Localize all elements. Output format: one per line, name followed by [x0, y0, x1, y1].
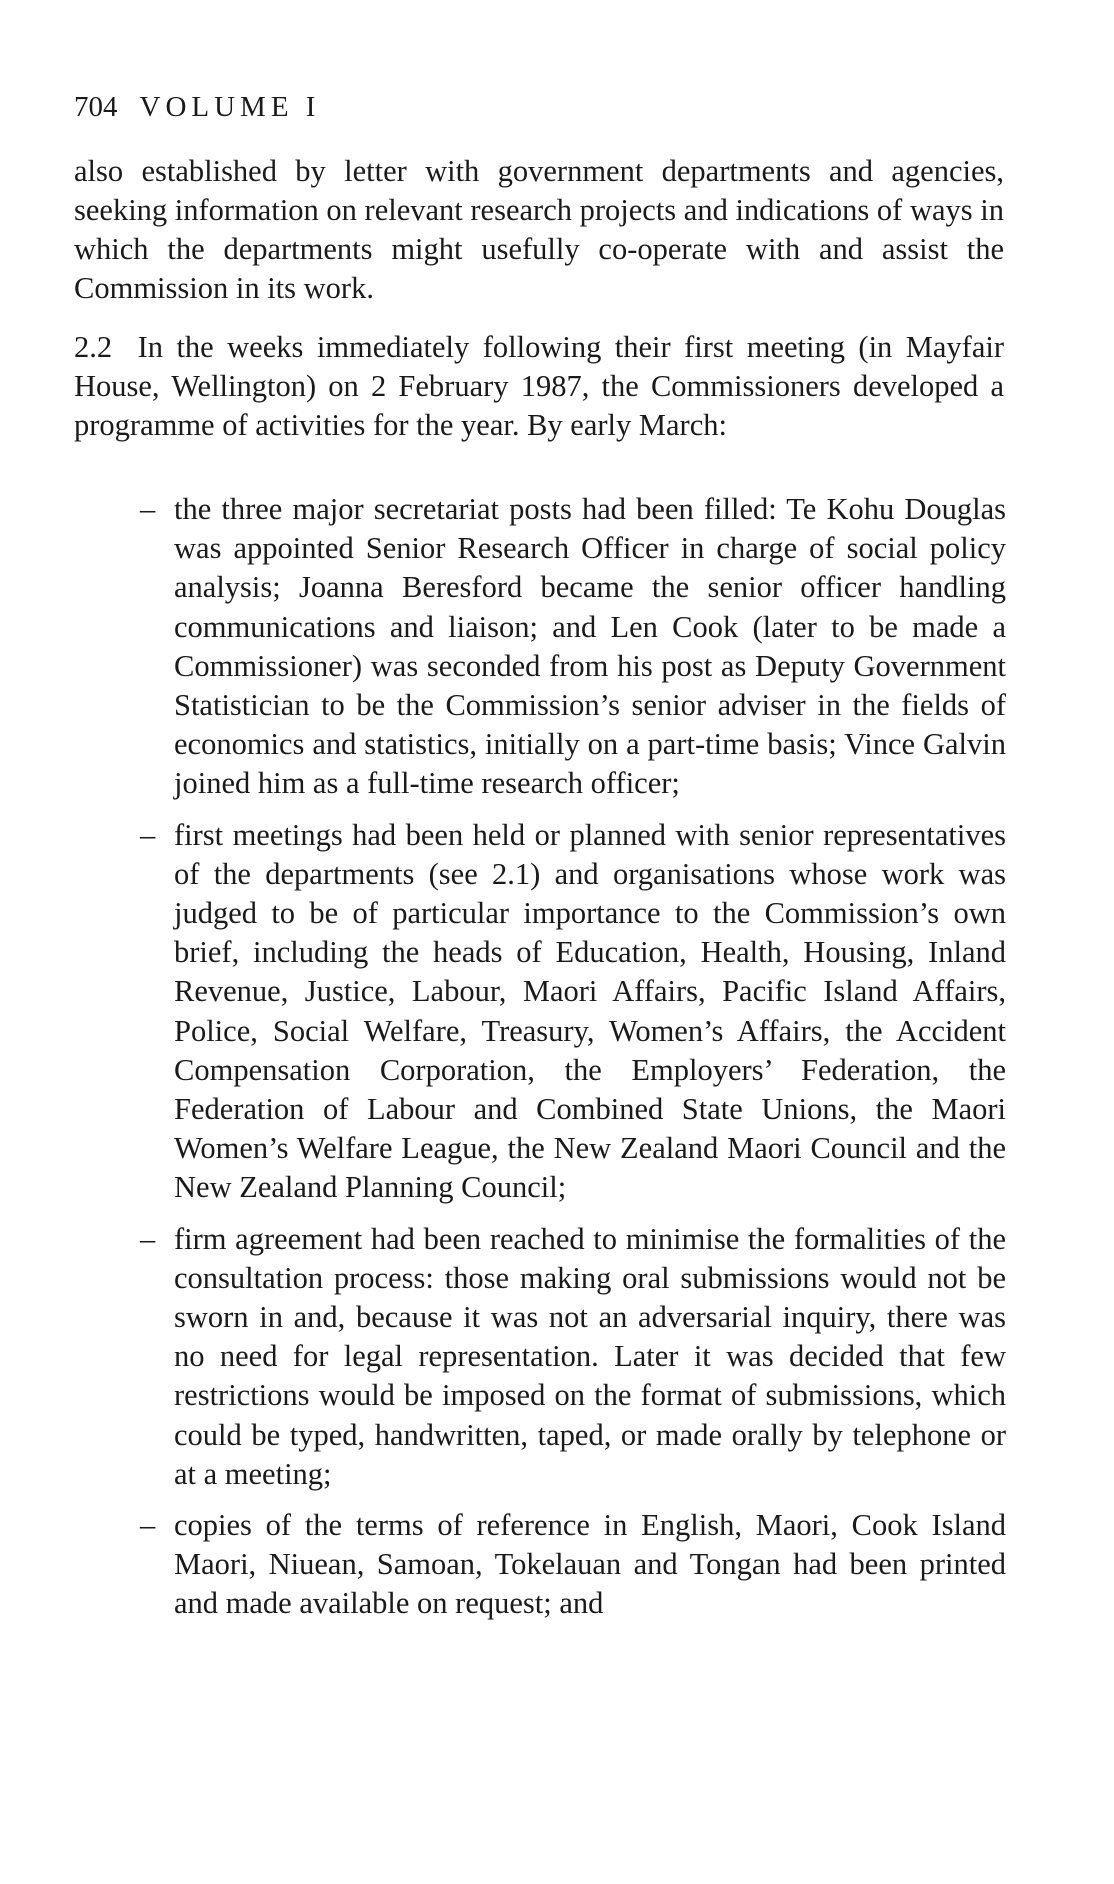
paragraph-number: 2.2	[74, 330, 113, 364]
list-item-text: the three major secretariat posts had been filled: Te Kohu Douglas was appointed Senior Research Officer in charge of social policy analysis; Joanna Beresford became the senior officer handling communications and liaison; and Len Cook (later to be made a Commissioner) was seconded from his post as Deputy Government Statistician to be the Commission’s senior adviser in the fields of economics and statistics, initially on a part-time basis; Vince Galvin joined him as a full-time research officer;	[174, 492, 1006, 801]
volume-title: VOLUME I	[139, 91, 321, 123]
list-item	[140, 1506, 1006, 1624]
list-item	[140, 1220, 1006, 1494]
dash-marker: –	[140, 1508, 156, 1543]
paragraph-text: In the weeks immediately following their first meeting (in Mayfair House, Wellington) on 2 February 1987, the Commissioners developed a programme of activities for the year. By early March:	[74, 330, 1004, 442]
dash-marker: –	[140, 492, 156, 526]
running-head	[74, 90, 320, 124]
list-item	[140, 816, 1006, 1208]
activity-list	[140, 490, 1006, 1636]
page-number: 704	[74, 91, 118, 123]
list-item-text: first meetings had been held or planned with senior representatives of the departments (see 2.1) and organisations whose work was judged to be of particular importance to the Commission’s own brief, including the heads of Education, Health, Housing, Inland Revenue, Justice, Labour, Maori Affairs, Pacific Island Affairs, Police, Social Welfare, Treasury, Women’s Affairs, the Accident Compensation Corporation, the Employers’ Federation, the Federation of Labour and Combined State Unions, the Maori Women’s Welfare League, the New Zealand Maori Council and the New Zealand Planning Council;	[174, 817, 1006, 1205]
paragraph-continued: also established by letter with government departments and agencies, seeking information on relevant research projects and indications of ways in which the departments might usefully co-operate with and assist the Commission in its work.	[74, 154, 1004, 305]
dash-marker: –	[140, 817, 156, 852]
list-item-text: copies of the terms of reference in English, Maori, Cook Island Maori, Niuean, Samoan, Tokelauan and Tongan had been printed and made available on request; and	[174, 1508, 1006, 1621]
dash-marker: –	[140, 1221, 156, 1256]
list-item-text: firm agreement had been reached to minimise the formalities of the consultation process: those making oral submissions would not be sworn in and, because it was not an adversarial inquiry, there was no need for legal representation. Later it was decided that few restrictions would be imposed on the format of submissions, which could be typed, handwritten, taped, or made orally by telephone or at a meeting;	[174, 1221, 1006, 1491]
list-item	[140, 490, 1006, 804]
paragraph-2-2	[74, 328, 1004, 445]
